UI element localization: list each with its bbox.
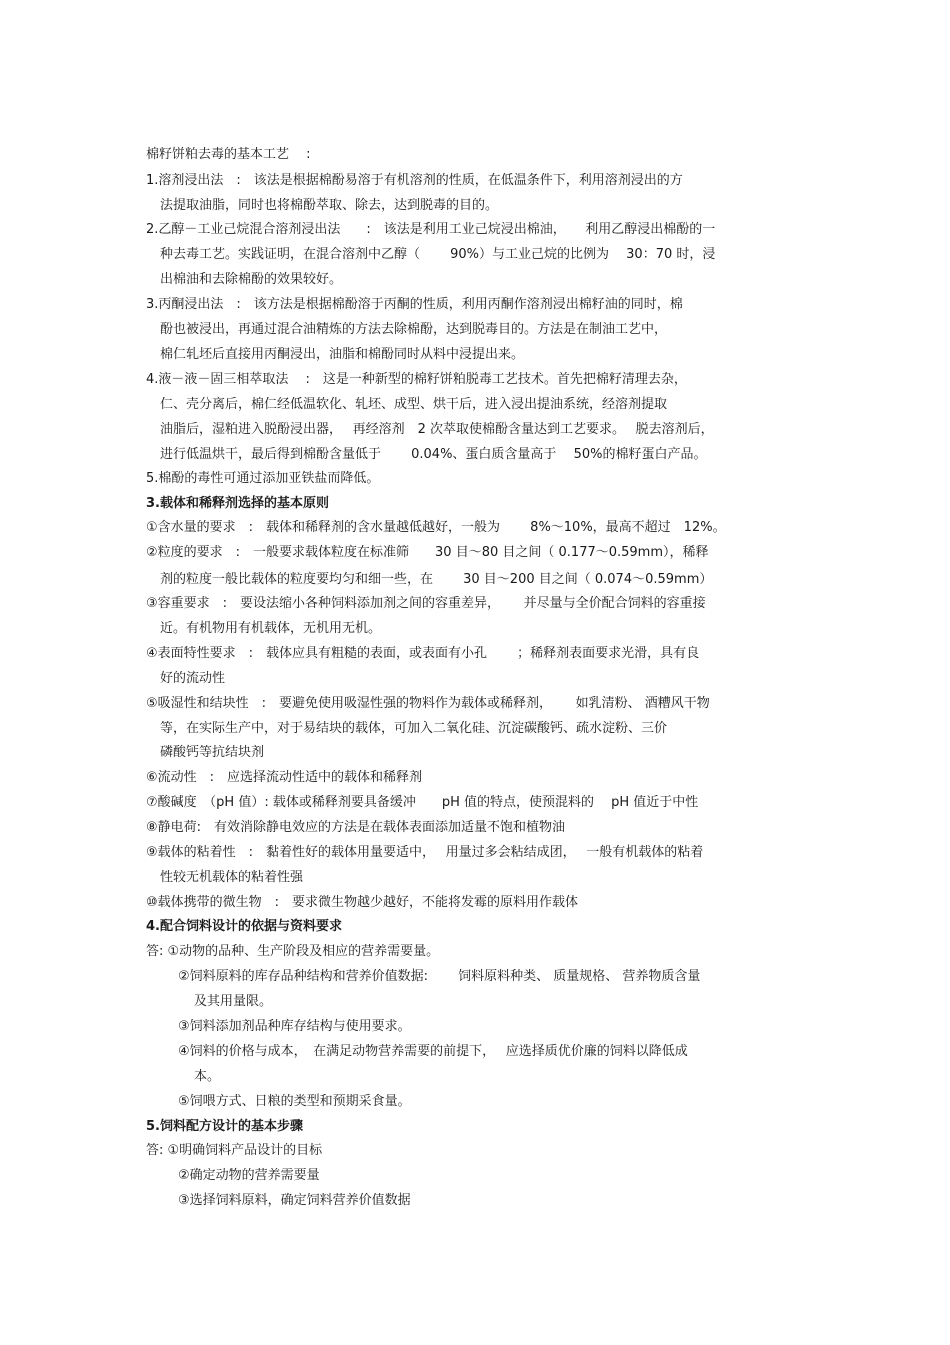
- text-line: 近。有机物用有机载体，无机用无机。: [160, 621, 382, 636]
- text-line: ③饲料添加剂品种库存结构与使用要求。: [178, 1019, 411, 1034]
- text-line: 答: ①明确饲料产品设计的目标: [146, 1143, 323, 1158]
- text-line: 酚也被浸出，再通过混合油精炼的方法去除棉酚，达到脱毒目的。方法是在制油工艺中，: [160, 322, 668, 337]
- text-line: ⑤饲喂方式、日粮的类型和预期采食量。: [178, 1094, 411, 1109]
- text-line: 性较无机载体的粘着性强: [160, 870, 304, 885]
- text-line: 进行低温烘干，最后得到棉酚含量低于 0.04%、蛋白质含量高于 50%的棉籽蛋白产品。: [160, 447, 707, 462]
- text-line: 等，在实际生产中，对于易结块的载体，可加入二氧化硅、沉淀碳酸钙、疏水淀粉、三价: [160, 721, 668, 736]
- text-line: ⑥流动性 : 应选择流动性适中的载体和稀释剂: [146, 770, 423, 785]
- text-line: 及其用量限。: [194, 994, 273, 1009]
- text-line: ⑦酸碱度 （pH 值）: 载体或稀释剂要具备缓冲 pH 值的特点，使预混料的 pH 值近于中性: [146, 795, 699, 810]
- text-line: 法提取油脂，同时也将棉酚萃取、除去，达到脱毒的目的。: [160, 198, 499, 213]
- text-line: ⑩载体携带的微生物 : 要求微生物越少越好，不能将发霉的原料用作载体: [146, 895, 579, 910]
- text-line: 油脂后，湿粕进入脱酚浸出器， 再经溶剂 2 次萃取使棉酚含量达到工艺要求。 脱去溶剂后，: [160, 422, 714, 437]
- section-heading: 5.饲料配方设计的基本步骤: [146, 1119, 303, 1134]
- text-line: ⑤吸湿性和结块性 : 要避免使用吸湿性强的物料作为载体或稀释剂， 如乳清粉、 酒糟风干物: [146, 696, 710, 711]
- text-line: 答: ①动物的品种、生产阶段及相应的营养需要量。: [146, 944, 440, 959]
- text-line: ⑨载体的粘着性 : 黏着性好的载体用量要适中， 用量过多会粘结成团， 一般有机载体的粘着: [146, 845, 704, 860]
- text-line: 3.丙酮浸出法 : 该方法是根据棉酚溶于丙酮的性质，利用丙酮作溶剂浸出棉籽油的同时，棉: [146, 297, 683, 312]
- section-title: 棉籽饼粕去毒的基本工艺 :: [146, 147, 311, 162]
- section-heading: 4.配合饲料设计的依据与资料要求: [146, 919, 342, 934]
- text-line: ②粒度的要求 : 一般要求载体粒度在标准筛 30 目～80 目之间（ 0.177～0.59mm），稀释: [146, 545, 709, 560]
- text-line: 磷酸钙等抗结块剂: [160, 745, 265, 760]
- text-line: 5.棉酚的毒性可通过添加亚铁盐而降低。: [146, 471, 380, 486]
- text-line: ②饲料原料的库存品种结构和营养价值数据: 饲料原料种类、 质量规格、 营养物质含量: [178, 969, 701, 984]
- text-line: 仁、壳分离后，棉仁经低温软化、轧坯、成型、烘干后，进入浸出提油系统，经溶剂提取: [160, 397, 668, 412]
- text-line: ③容重要求 : 要设法缩小各种饲料添加剂之间的容重差异， 并尽量与全价配合饲料的容重接: [146, 596, 706, 611]
- text-line: 2.乙醇－工业己烷混合溶剂浸出法 : 该法是利用工业己烷浸出棉油， 利用乙醇浸出棉酚的一: [146, 222, 716, 237]
- text-line: ④饲料的价格与成本， 在满足动物营养需要的前提下， 应选择质优价廉的饲料以降低成: [178, 1044, 688, 1059]
- text-line: 本。: [194, 1069, 221, 1084]
- section-heading: 3.载体和稀释剂选择的基本原则: [146, 496, 329, 511]
- text-line: 1.溶剂浸出法 : 该法是根据棉酚易溶于有机溶剂的性质，在低温条件下，利用溶剂浸出的方: [146, 173, 683, 188]
- text-line: ⑧静电荷: 有效消除静电效应的方法是在载体表面添加适量不饱和植物油: [146, 820, 566, 835]
- text-line: ②确定动物的营养需要量: [178, 1168, 320, 1183]
- text-line: 出棉油和去除棉酚的效果较好。: [160, 272, 343, 287]
- text-line: 4.液－液－固三相萃取法 : 这是一种新型的棉籽饼粕脱毒工艺技术。首先把棉籽清理去杂，: [146, 372, 687, 387]
- text-line: ③选择饲料原料，确定饲料营养价值数据: [178, 1193, 411, 1208]
- text-line: ①含水量的要求 : 载体和稀释剂的含水量越低越好，一般为 8%～10%，最高不超过 12%。: [146, 520, 726, 535]
- text-line: 好的流动性: [160, 671, 226, 686]
- text-line: 种去毒工艺。实践证明，在混合溶剂中乙醇（ 90%）与工业己烷的比例为 30：70 时，浸: [160, 247, 716, 262]
- text-line: 棉仁轧坯后直接用丙酮浸出，油脂和棉酚同时从料中浸提出来。: [160, 347, 525, 362]
- text-line: ④表面特性要求 : 载体应具有粗糙的表面，或表面有小孔 ；稀释剂表面要求光滑，具有良: [146, 646, 700, 661]
- text-line: 剂的粒度一般比载体的粒度要均匀和细一些，在 30 目～200 目之间（ 0.074～0.59mm）: [160, 572, 713, 587]
